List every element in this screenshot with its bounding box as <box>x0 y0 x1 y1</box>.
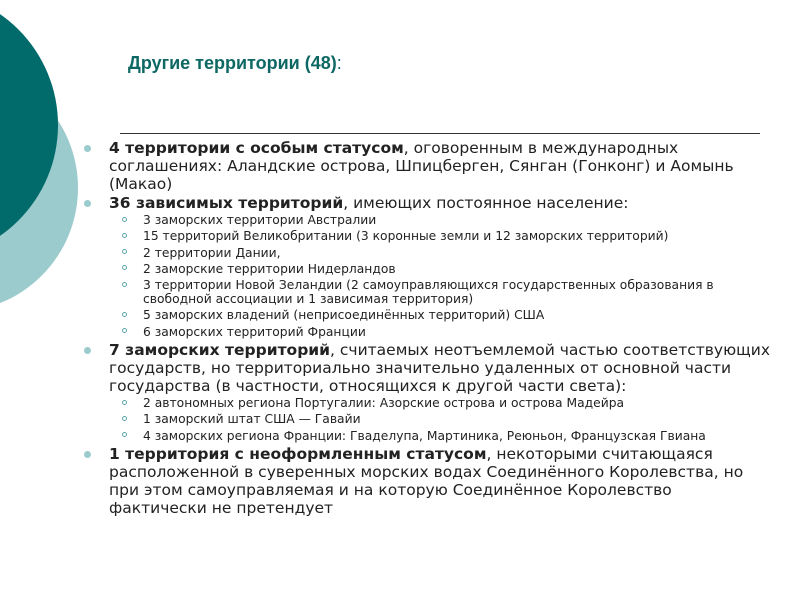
list-item <box>84 445 774 517</box>
item-bold-text: 4 территории с особым статусом <box>109 139 404 157</box>
sub-list-item <box>84 396 774 410</box>
sub-list-item <box>84 278 774 306</box>
sub-item-text: 5 заморских владений (неприсоединённых территорий) США <box>143 308 545 323</box>
list-item <box>84 194 774 212</box>
sub-bullet-icon <box>122 282 127 287</box>
sub-item-text: 3 заморских территории Австралии <box>143 213 377 227</box>
sub-bullet-icon <box>122 312 127 317</box>
sub-bullet-icon <box>122 416 127 421</box>
sub-list-item <box>84 308 774 322</box>
sub-item-text: 2 заморские территории Нидерландов <box>143 261 396 276</box>
list-item <box>84 341 774 395</box>
sub-list-item <box>84 429 774 443</box>
item-text: , некоторыми считающаяся расположенной в суверенных морских водах Соединённого Королевства, но при этом самоуправляемая и на которую Соединённое Королевство фактически не претендует <box>109 444 744 517</box>
sub-bullet-icon <box>122 265 127 270</box>
sub-bullet-icon <box>122 217 127 222</box>
sub-bullet-icon <box>122 400 127 405</box>
sub-list-item <box>84 213 774 227</box>
item-bold-text: 7 заморских территорий <box>109 341 331 360</box>
sub-item-text: 15 территорий Великобритании (3 коронные земли и 12 заморских территорий) <box>143 229 669 244</box>
list-item <box>84 139 774 193</box>
sub-list-item <box>84 412 774 426</box>
bullet-list <box>84 139 774 518</box>
slide-title-colon: : <box>336 53 342 73</box>
sub-list-item <box>84 262 774 276</box>
sub-list <box>84 396 774 443</box>
sub-bullet-icon <box>122 249 127 254</box>
sub-list-item <box>84 325 774 339</box>
slide-title-text: Другие территории (48) <box>128 53 337 73</box>
bullet-icon <box>84 451 91 458</box>
sub-bullet-icon <box>122 328 127 333</box>
sub-bullet-icon <box>122 432 127 437</box>
item-text: , оговоренным в международных соглашениях: Аландские острова, Шпицберген, Сянган (Гонконг) и Аомынь (Макао) <box>109 139 734 193</box>
title-divider <box>120 133 760 134</box>
slide-title <box>128 53 342 74</box>
sub-list <box>84 213 774 339</box>
item-bold-text: 1 территория с неоформленным статусом <box>109 444 487 463</box>
item-text: , имеющих постоянное население: <box>343 194 629 212</box>
sub-item-text: 1 заморский штат США — Гавайи <box>143 412 361 427</box>
sub-bullet-icon <box>122 233 127 238</box>
sub-item-text: 2 территории Дании, <box>143 245 281 260</box>
bullet-icon <box>84 200 91 207</box>
bullet-icon <box>84 145 91 152</box>
sub-item-text: 4 заморских региона Франции: Гваделупа, Мартиника, Реюньон, Французская Гвиана <box>143 428 706 443</box>
sub-item-text: 6 заморских территорий Франции <box>143 324 366 339</box>
bullet-icon <box>84 347 91 354</box>
sub-item-text: 3 территории Новой Зеландии (2 самоуправляющихся государственных образования в свободной ассоциации и 1 зависимая территория) <box>143 278 714 307</box>
sub-list-item <box>84 246 774 260</box>
item-bold-text: 36 зависимых территорий <box>109 194 344 212</box>
sub-item-text: 2 автономных региона Португалии: Азорские острова и острова Мадейра <box>143 396 625 411</box>
item-text: , считаемых неотъемлемой частью соответствующих государств, но территориально значительно удаленных от основной части государства (в частности, относящихся к другой части света): <box>109 341 771 396</box>
sub-list-item <box>84 229 774 243</box>
